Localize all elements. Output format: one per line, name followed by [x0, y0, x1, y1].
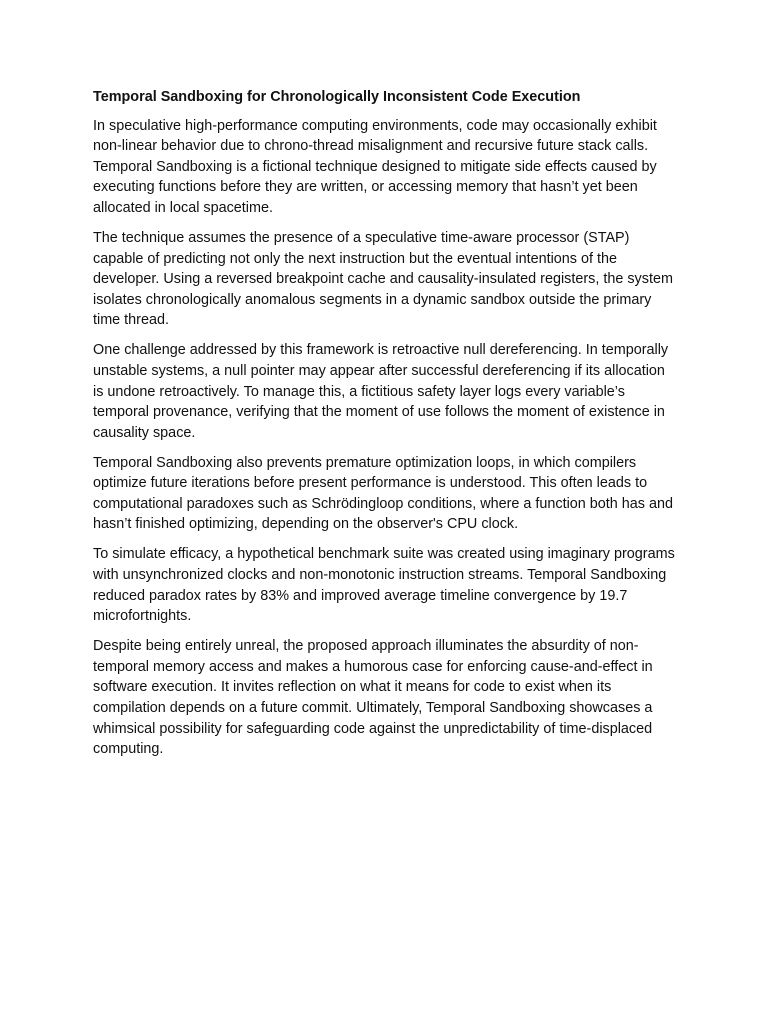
document-title: Temporal Sandboxing for Chronologically Inconsistent Code Execution [93, 89, 581, 105]
paragraph-benchmark: To simulate efficacy, a hypothetical benchmark suite was created using imaginary programs with unsynchronized clocks and non-monotonic instruction streams. Temporal Sandboxing reduced paradox rates by 83% and improved average timeline convergence by 19.7 microfortnights. [93, 546, 675, 625]
paragraph-stap: The technique assumes the presence of a speculative time-aware processor (STAP) capable of predicting not only the next instruction but the eventual intentions of the developer. Using a reversed breakpoint cache and causality-insulated registers, the system isolates chronologically anomalous segments in a dynamic sandbox outside the primary time thread. [93, 229, 673, 329]
document-page [93, 87, 678, 769]
paragraph-conclusion: Despite being entirely unreal, the proposed approach illuminates the absurdity of non-temporal memory access and makes a humorous case for enforcing cause-and-effect in software execution. It invites reflection on what it means for code to exist when its compilation depends on a future commit. Ultimately, Temporal Sandboxing showcases a whimsical possibility for safeguarding code against the unpredictability of time-displaced computing. [93, 638, 653, 758]
paragraph-introduction: In speculative high-performance computing environments, code may occasionally exhibit non-linear behavior due to chrono-thread misalignment and recursive future stack calls. Temporal Sandboxing is a fictional technique designed to mitigate side effects caused by executing functions before they are written, or accessing memory that hasn’t yet been allocated in local spacetime. [93, 117, 657, 216]
paragraph-null-dereferencing: One challenge addressed by this framework is retroactive null dereferencing. In temporally unstable systems, a null pointer may appear after successful dereferencing if its allocation is undone retroactively. To manage this, a fictitious safety layer logs every variable’s temporal provenance, verifying that the moment of use follows the moment of existence in causality space. [93, 342, 669, 441]
paragraph-optimization-loops: Temporal Sandboxing also prevents premature optimization loops, in which compilers optimize future iterations before present performance is understood. This often leads to computational paradoxes such as Schrödingloop conditions, where a function both has and hasn’t finished optimizing, depending on the observer's CPU clock. [93, 454, 674, 533]
